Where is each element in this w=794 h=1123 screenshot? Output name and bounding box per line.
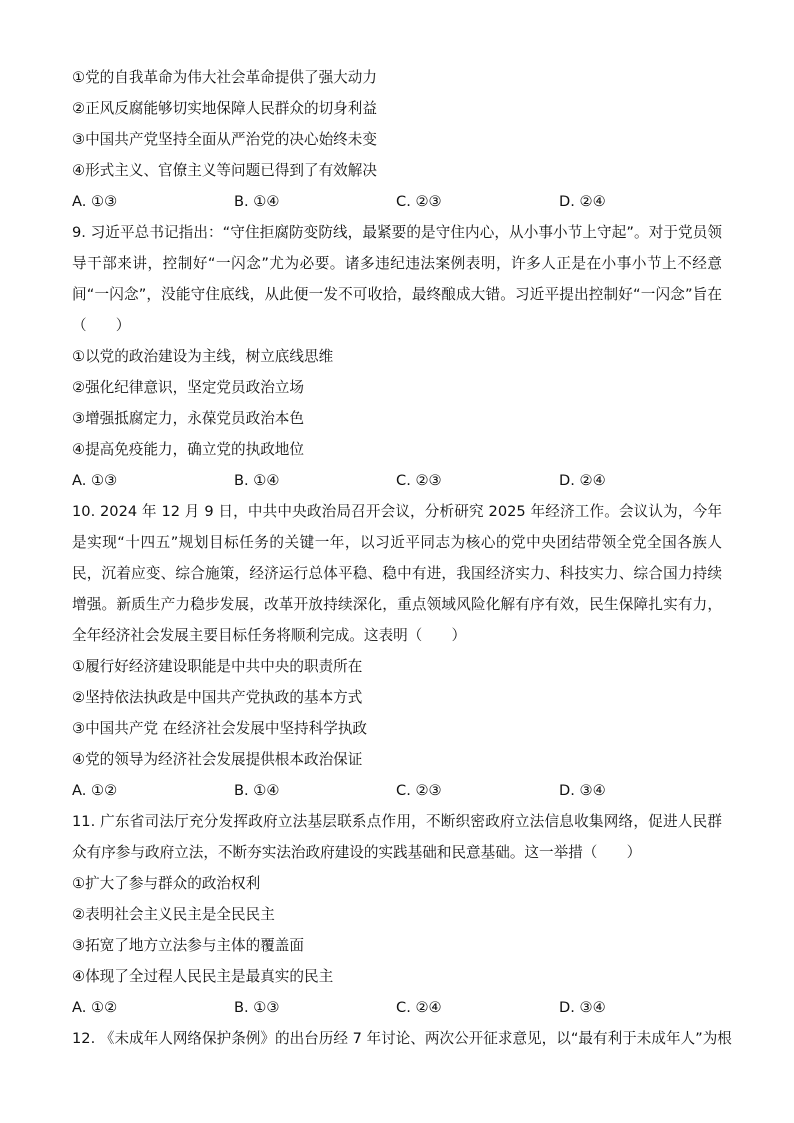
choice-c[interactable]: C. ②④	[396, 999, 442, 1016]
option-2: ②强化纪律意识，坚定党员政治立场	[72, 379, 304, 396]
choice-c[interactable]: C. ②③	[396, 472, 442, 489]
option-3: ③中国共产党坚持全面从严治党的决心始终未变	[72, 131, 377, 148]
question-10	[72, 496, 722, 806]
option-1: ①以党的政治建设为主线，树立底线思维	[72, 348, 334, 365]
answer-choices	[72, 992, 722, 1023]
question-stem: 9. 习近平总书记指出：“守住拒腐防变防线，最紧要的是守住内心，从小事小节上守起”。对于党员领导干部来讲，控制好“一闪念”尤为必要。诸多违纪违法案例表明，许多人正是在小事小节上不经意间“一闪念”，没能守住底线，从此便一发不可收拾，最终酿成大错。习近平提出控制好“一闪念”旨在（ ）	[72, 224, 722, 334]
option-4: ④体现了全过程人民民主是最真实的民主	[72, 968, 334, 985]
choice-b[interactable]: B. ①③	[234, 999, 280, 1016]
answer-choices	[72, 465, 722, 496]
option-3: ③拓宽了地方立法参与主体的覆盖面	[72, 937, 304, 954]
choice-a[interactable]: A. ①②	[72, 999, 118, 1016]
choice-c[interactable]: C. ②③	[396, 782, 442, 799]
option-2: ②正风反腐能够切实地保障人民群众的切身利益	[72, 100, 377, 117]
option-1: ①扩大了参与群众的政治权利	[72, 875, 261, 892]
question-8	[72, 62, 722, 217]
question-9	[72, 217, 722, 496]
option-4: ④提高免疫能力，确立党的执政地位	[72, 441, 304, 458]
option-4: ④形式主义、官僚主义等问题已得到了有效解决	[72, 162, 377, 179]
question-12	[72, 1023, 732, 1054]
choice-b[interactable]: B. ①④	[234, 193, 280, 210]
choice-d[interactable]: D. ②④	[559, 193, 606, 210]
choice-b[interactable]: B. ①④	[234, 782, 280, 799]
option-1: ①履行好经济建设职能是中共中央的职责所在	[72, 658, 363, 675]
option-2: ②坚持依法执政是中国共产党执政的基本方式	[72, 689, 363, 706]
choice-a[interactable]: A. ①②	[72, 782, 118, 799]
question-11	[72, 806, 722, 1023]
choice-a[interactable]: A. ①③	[72, 472, 118, 489]
option-2: ②表明社会主义民主是全民民主	[72, 906, 275, 923]
choice-d[interactable]: D. ③④	[559, 782, 606, 799]
option-4: ④党的领导为经济社会发展提供根本政治保证	[72, 751, 363, 768]
choice-c[interactable]: C. ②③	[396, 193, 442, 210]
option-3: ③增强抵腐定力，永葆党员政治本色	[72, 410, 304, 427]
answer-choices	[72, 775, 722, 806]
option-3: ③中国共产党 在经济社会发展中坚持科学执政	[72, 720, 368, 737]
question-stem: 10. 2024 年 12 月 9 日，中共中央政治局召开会议，分析研究 2025 年经济工作。会议认为，今年是实现“十四五”规划目标任务的关键一年，以习近平同志为核心的党中央团结带领全党全国各族人民，沉着应变、综合施策，经济运行总体平稳、稳中有进，我国经济实力、科技实力、综合国力持续增强。新质生产力稳步发展，改革开放持续深化，重点领域风险化解有序有效，民生保障扎实有力，全年经济社会发展主要目标任务将顺利完成。这表明（ ）	[72, 503, 722, 644]
choice-d[interactable]: D. ②④	[559, 472, 606, 489]
choice-b[interactable]: B. ①④	[234, 472, 280, 489]
choice-a[interactable]: A. ①③	[72, 193, 118, 210]
answer-choices	[72, 186, 722, 217]
exam-page	[72, 62, 732, 1054]
choice-d[interactable]: D. ③④	[559, 999, 606, 1016]
question-stem: 11. 广东省司法厅充分发挥政府立法基层联系点作用，不断织密政府立法信息收集网络，促进人民群众有序参与政府立法，不断夯实法治政府建设的实践基础和民意基础。这一举措（ ）	[72, 813, 722, 861]
question-stem: 12. 《未成年人网络保护条例》的出台历经 7 年讨论、两次公开征求意见，以“最有利于未成年人”为根	[72, 1030, 732, 1047]
option-1: ①党的自我革命为伟大社会革命提供了强大动力	[72, 69, 377, 86]
